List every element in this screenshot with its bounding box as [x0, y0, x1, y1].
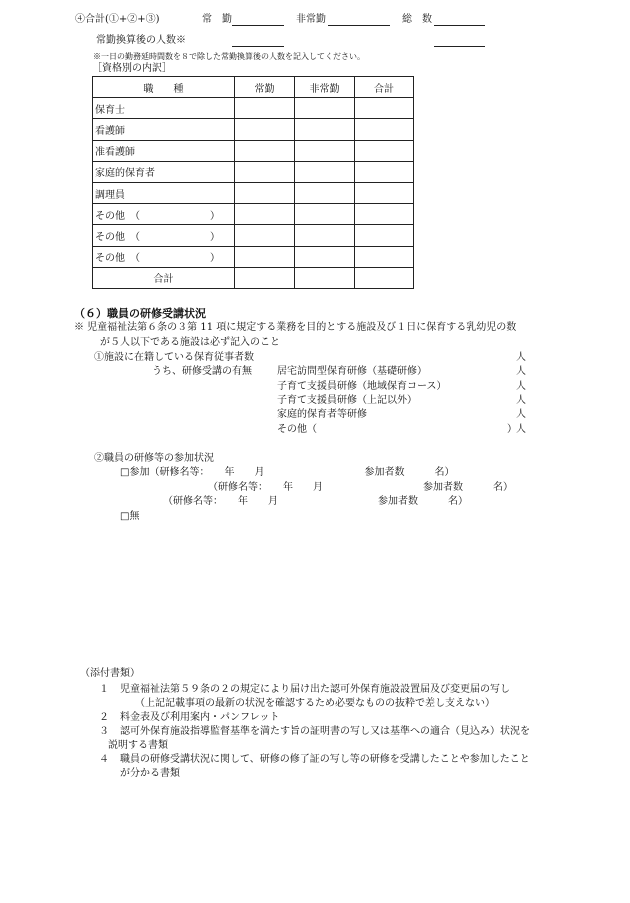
cell-parttime[interactable] — [295, 182, 355, 203]
cell-parttime[interactable] — [295, 246, 355, 267]
conversion-total-field[interactable] — [434, 45, 485, 47]
qualification-table — [92, 76, 414, 289]
cell-parttime[interactable] — [295, 119, 355, 140]
item1-label: ①施設に在籍している保育従事者数 — [94, 352, 254, 363]
cell-fulltime[interactable] — [235, 140, 295, 161]
table-header-row — [93, 77, 414, 98]
attachment-num: ４ — [99, 754, 109, 765]
row-label: 家庭的保育者 — [93, 161, 235, 182]
cell-total[interactable] — [355, 225, 414, 246]
table-row — [93, 204, 414, 225]
cell-parttime[interactable] — [295, 98, 355, 119]
cell-total[interactable] — [355, 246, 414, 267]
cell-fulltime[interactable] — [235, 204, 295, 225]
table-row — [93, 119, 414, 140]
attachment-text: 職員の研修受講状況に関して、研修の修了証の写し等の研修を受講したことや参加したこと — [120, 754, 530, 765]
attachment-num: ２ — [99, 712, 109, 723]
table-row — [93, 161, 414, 182]
training-other-support: 子育て支援員研修（上記以外） — [277, 395, 417, 406]
unit: 人 — [516, 395, 526, 406]
item2-label: ②職員の研修等の参加状況 — [94, 453, 214, 464]
item1-sublabel: うち、研修受講の有無 — [152, 366, 252, 377]
table-total-row — [93, 267, 414, 288]
training-regional: 子育て支援員研修（地域保育コース） — [277, 381, 447, 392]
unit: 人 — [516, 366, 526, 377]
unit: 人 — [516, 409, 526, 420]
attachment-num: １ — [99, 684, 109, 695]
row-label: 准看護師 — [93, 140, 235, 161]
cell-total[interactable] — [355, 161, 414, 182]
participation-line3[interactable]: （研修名等： 年 月 参加者数 名） — [163, 496, 468, 507]
row-label: 調理員 — [93, 182, 235, 203]
training-other: その他（ ） — [277, 424, 517, 435]
participation-line1[interactable]: □参加（研修名等： 年 月 参加者数 名） — [120, 467, 455, 478]
fulltime-label: 常 勤 — [202, 14, 232, 25]
header-fulltime: 常勤 — [235, 77, 295, 98]
row-label: その他 （ ） — [93, 246, 235, 267]
attachment-text-cont: 説明する書類 — [108, 740, 168, 751]
total-label: ④合計(①+②+③) — [75, 14, 160, 25]
table-row — [93, 98, 414, 119]
row-label: 保育士 — [93, 98, 235, 119]
table-row — [93, 182, 414, 203]
cell-total[interactable] — [355, 98, 414, 119]
cell-fulltime[interactable] — [235, 98, 295, 119]
cell-parttime[interactable] — [295, 267, 355, 288]
cell-parttime[interactable] — [295, 161, 355, 182]
conversion-fulltime-field[interactable] — [232, 45, 284, 47]
row-label: その他 （ ） — [93, 204, 235, 225]
cell-fulltime[interactable] — [235, 161, 295, 182]
cell-fulltime[interactable] — [235, 119, 295, 140]
header-job-type: 職 種 — [93, 77, 235, 98]
cell-fulltime[interactable] — [235, 182, 295, 203]
cell-parttime[interactable] — [295, 140, 355, 161]
section6-title: （６）職員の研修受講状況 — [74, 307, 206, 320]
training-home-daycare: 家庭的保育者等研修 — [277, 409, 367, 420]
attachment-text: 児童福祉法第５９条の２の規定により届け出た認可外保育施設設置届及び変更届の写し — [120, 684, 510, 695]
cell-fulltime[interactable] — [235, 267, 295, 288]
cell-parttime[interactable] — [295, 204, 355, 225]
attachment-text: 認可外保育施設指導監督基準を満たす旨の証明書の写し又は基準への適合（見込み）状況を — [120, 726, 530, 737]
cell-total[interactable] — [355, 267, 414, 288]
cell-fulltime[interactable] — [235, 225, 295, 246]
section6-note-line2: が５人以下である施設は必ず記入のこと — [100, 337, 280, 348]
cell-total[interactable] — [355, 119, 414, 140]
parttime-label: 非常勤 — [296, 14, 326, 25]
table-row — [93, 225, 414, 246]
header-total: 合計 — [355, 77, 414, 98]
conversion-note: ※一日の勤務延時間数を８で除した常勤換算後の人数を記入してください。 — [93, 52, 365, 61]
attachment-text-cont: （上記記載事項の最新の状況を確認するため必要なものの抜粋で差し支えない） — [135, 698, 495, 709]
row-label: 看護師 — [93, 119, 235, 140]
cell-total[interactable] — [355, 182, 414, 203]
cell-total[interactable] — [355, 140, 414, 161]
attachments-title: （添付書類） — [80, 668, 140, 679]
table-row — [93, 140, 414, 161]
total-row-label: 合計 — [93, 267, 235, 288]
conversion-label: 常勤換算後の人数※ — [96, 35, 186, 46]
attachment-text: 料金表及び利用案内・パンフレット — [120, 712, 280, 723]
participation-none[interactable]: □無 — [120, 511, 140, 522]
parttime-field[interactable] — [328, 24, 390, 26]
training-basic: 居宅訪問型保育研修（基礎研修） — [277, 366, 427, 377]
item1-unit: 人 — [516, 352, 526, 363]
attachment-text-cont: が分かる書類 — [120, 768, 180, 779]
unit: 人 — [516, 381, 526, 392]
total-count-field[interactable] — [434, 24, 485, 26]
total-count-label: 総 数 — [402, 14, 432, 25]
header-parttime: 非常勤 — [295, 77, 355, 98]
cell-total[interactable] — [355, 204, 414, 225]
cell-fulltime[interactable] — [235, 246, 295, 267]
section6-note-line1: ※ 児童福祉法第６条の３第 11 項に規定する業務を目的とする施設及び１日に保育する乳幼児の数 — [74, 322, 517, 333]
cell-parttime[interactable] — [295, 225, 355, 246]
participation-line2[interactable]: （研修名等： 年 月 参加者数 名） — [208, 482, 513, 493]
row-label: その他 （ ） — [93, 225, 235, 246]
fulltime-field[interactable] — [232, 24, 284, 26]
unit: 人 — [516, 424, 526, 435]
table-row — [93, 246, 414, 267]
attachment-num: ３ — [99, 726, 109, 737]
breakdown-label: ［資格別の内訳］ — [92, 63, 172, 74]
